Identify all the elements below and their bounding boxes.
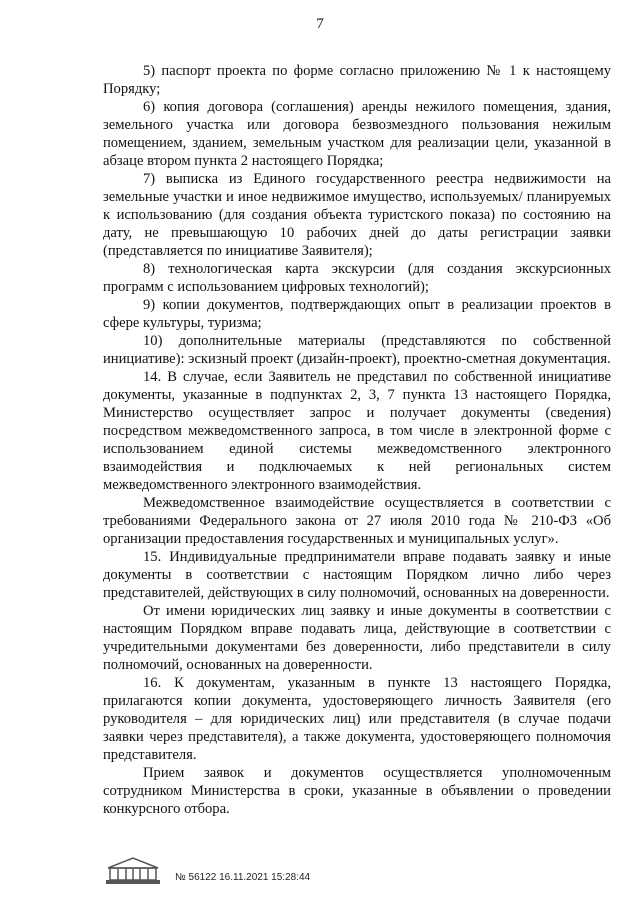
paragraph-item-8: 8) технологическая карта экскурсии (для создания экскурсионных программ с использованием цифровых технологий); <box>103 261 611 295</box>
document-body <box>103 62 611 818</box>
building-logo-icon <box>102 856 164 886</box>
paragraph-item-9: 9) копии документов, подтверждающих опыт в реализации проектов в сфере культуры, туризма; <box>103 297 611 331</box>
registration-stamp: № 56122 16.11.2021 15:28:44 <box>175 872 311 883</box>
paragraph-clause-14: 14. В случае, если Заявитель не представил по собственной инициативе документы, указанные в подпунктах 2, 3, 7 пункта 13 настоящего Порядка, Министерство осуществляет запрос и получает документы (сведения) посредством межведомственного запроса, в том числе в электронной форме с использованием единой системы межведомственного электронного взаимодействия и подключаемых к ней региональных систем межведомственного электронного взаимодействия. <box>103 369 611 493</box>
paragraph-item-7: 7) выписка из Единого государственного реестра недвижимости на земельные участки и иное недвижимое имущество, используемых/ планируемых к использованию (для создания объекта туристского показа) по состоянию на дату, не превышающую 10 рабочих дней до даты регистрации заявки (представляется по инициативе Заявителя); <box>103 171 611 259</box>
paragraph-clause-15: 15. Индивидуальные предприниматели вправе подавать заявку и иные документы в соответствии с настоящим Порядком лично либо через представителей, действующих в силу полномочий, основанных на доверенности. <box>103 549 611 601</box>
paragraph-item-6: 6) копия договора (соглашения) аренды нежилого помещения, здания, земельного участка или договора безвозмездного пользования нежилым помещением, зданием, земельным участком для реализации цели, указанной в абзаце втором пункта 2 настоящего Порядка; <box>103 99 611 169</box>
paragraph-item-10: 10) дополнительные материалы (представляются по собственной инициативе): эскизный проект (дизайн-проект), проектно-сметная документация. <box>103 333 611 367</box>
document-footer <box>80 856 600 896</box>
paragraph-clause-16: 16. К документам, указанным в пункте 13 настоящего Порядка, прилагаются копии документа, удостоверяющего личность Заявителя (его руководителя – для юридических лиц) или представителя (в случае подачи заявки через представителя), а также документа, удостоверяющего полномочия представителя. <box>103 675 611 763</box>
paragraph-item-5: 5) паспорт проекта по форме согласно приложению № 1 к настоящему Порядку; <box>103 63 611 97</box>
paragraph-interagency: Межведомственное взаимодействие осуществляется в соответствии с требованиями Федерального закона от 27 июля 2010 года № 210-ФЗ «Об организации предоставления государственных и муниципальных услуг». <box>103 495 611 547</box>
paragraph-acceptance: Прием заявок и документов осуществляется уполномоченным сотрудником Министерства в сроки, указанные в объявлении о проведении конкурсного отбора. <box>103 765 611 817</box>
paragraph-legal-entities: От имени юридических лиц заявку и иные документы в соответствии с настоящим Порядком вправе подавать лица, действующие в соответствии с учредительными документами без доверенности, либо представители в силу полномочий, основанных на доверенности. <box>103 603 611 673</box>
page-number: 7 <box>316 16 324 32</box>
